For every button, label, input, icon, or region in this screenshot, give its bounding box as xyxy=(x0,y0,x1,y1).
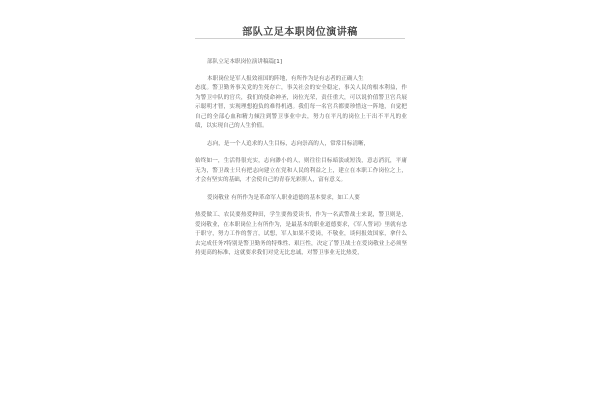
paragraph-6: 热爱做工、农民要热爱种田，学生要热爱读书，作为一名武警战士来说，警卫则是，爱岗敬业，在本职岗位上有所作为，是最基本的职业道德要求，《军人誓词》里就有忠于职守，努力工作的誓言，试想，军人如果不爱岗，不敬业，谈何报效国家，拿什么去完成任务?特别是警卫勤务的特殊性、艰巨性，决定了警卫战士在爱岗敬业上必须坚持更高的标准，这就要求我们对党无比忠诚，对警卫事业无比热爱， xyxy=(195,212,407,256)
document-title: 部队立足本职岗位演讲稿 xyxy=(242,27,358,38)
paragraph-2: 态度。警卫勤务事关党的生死存亡，事关社会的安全稳定，事关人民的根本利益，作为警卫中队的官兵，我们的使命神圣，岗位光荣，责任重大，可以说价值警卫官兵展示聪明才智，实现理想抱负的难得机遇。我们每一名官兵都要珍惜这一阵地，自觉把自己的全部心血和精力倾注到警卫事业中去，努力在平凡的岗位上干出不平凡的业绩，以实现自己的人生价值。 xyxy=(195,85,407,129)
paragraph-4: 始终如一，生活得很充实，志向渺小的人，则往往目标暗淡或短浅，意志消沉，平庸无为，警卫战士只有把志向建立在党和人民的利益之上，建立在本职工作岗位之上，才会有坚实的基础，才会使自己的青春光彩照人，富有意义。 xyxy=(195,158,407,183)
paragraph-1: 本职岗位是军人报效祖国的阵地，有所作为是有志者的正确人生 xyxy=(207,75,364,82)
paragraph-5: 爱岗敬业 有所作为是革命军人职业道德的基本要求，如工人要 xyxy=(207,194,360,201)
title-divider xyxy=(195,38,405,39)
paragraph-3: 志向，是一个人追求的人生目标，志向崇高的人，常常目标清晰， xyxy=(207,140,370,147)
document-body xyxy=(195,58,407,259)
document-subtitle: 部队立足本职岗位演讲稿篇[1] xyxy=(207,59,283,65)
